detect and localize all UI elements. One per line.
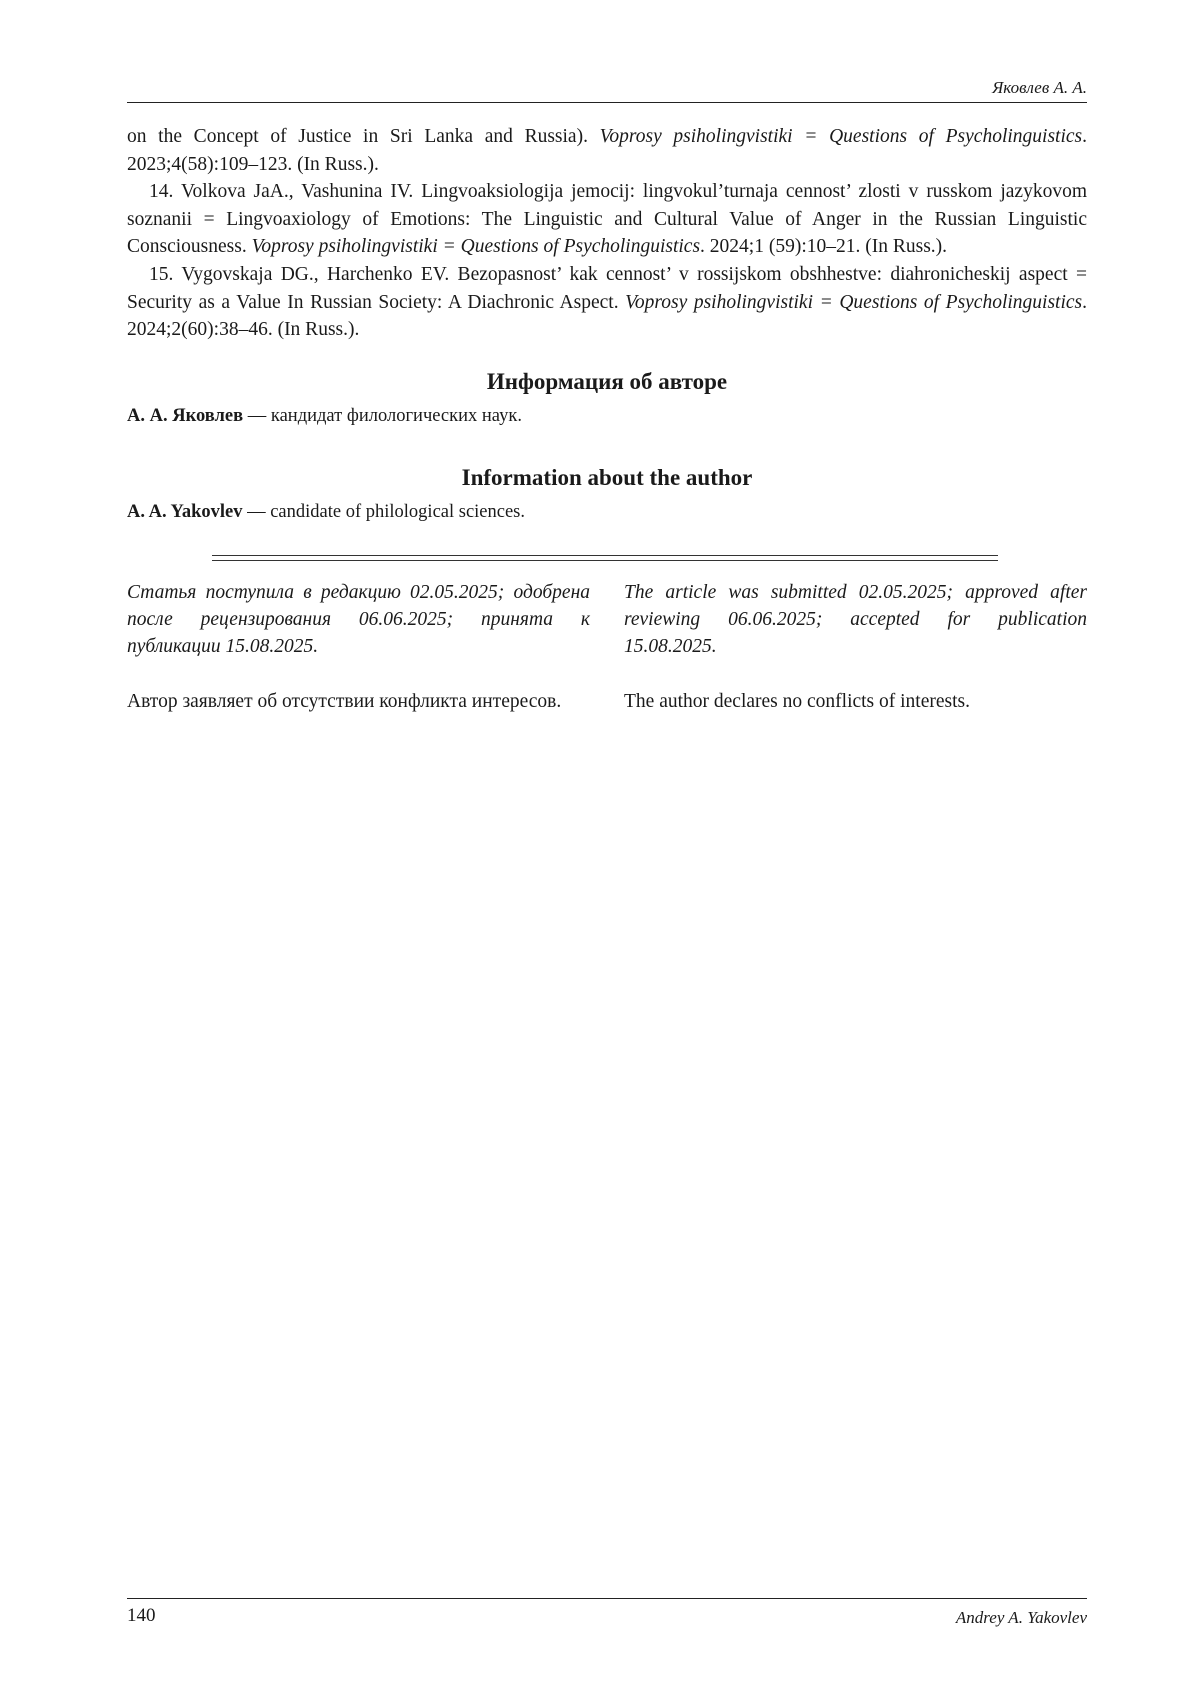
author-name-en: A. A. Yakovlev [127,502,243,522]
author-info-heading-ru: Информация об авторе [486,369,728,394]
reference-continuation [127,123,1087,178]
reference-text: . 2024;2(60):38–46. (In Russ.). [127,291,1088,341]
reference-text: 15. Vygovskaja DG., Harchenko EV. Bezopasnost’ kak cennost’ v rossijskom obshhestve: diahronicheskij aspect = Security as a Value In Russian Society: A Diachronic Aspect. [127,263,1087,313]
header-rule [127,102,1087,103]
article-dates-en: The article was submitted 02.05.2025; approved after reviewing 06.06.2025; accepted for publication 15.08.2025. [624,582,1087,657]
reference-text: 14. Volkova JaA., Vashunina IV. Lingvoaksiologija jemocij: lingvokul’turnaja cennost’ zlosti v russkom jazykovom soznanii = Lingvoaxiology of Emotions: The Linguistic and Cultural Value of Anger in the Russian Linguistic Consciousness. [127,181,1087,258]
running-head: Яковлев А. А. [992,78,1087,97]
conflict-statement-ru: Автор заявляет об отсутствии конфликта интересов. [127,691,562,712]
journal-title: Voprosy psiholingvistiki = Questions of Psycholinguistics [625,291,1083,313]
author-info-heading-en: Information about the author [461,465,753,490]
journal-title: Voprosy psiholingvistiki = Questions of Psycholinguistics [251,236,701,258]
author-name-ru: А. А. Яковлев [127,406,244,426]
reference-15 [127,261,1087,344]
section-divider [212,555,998,561]
page-number: 140 [127,1605,156,1626]
author-degree-en: — candidate of philological sciences. [242,502,526,522]
author-degree-ru: — кандидат филологических наук. [243,406,522,426]
author-info-ru [127,406,1087,427]
reference-14 [127,178,1087,261]
reference-text: . 2024;1 (59):10–21. (In Russ.). [700,236,948,258]
footer-author: Andrey A. Yakovlev [955,1608,1087,1627]
reference-text: . 2023;4(58):109–123. (In Russ.). [127,126,1087,175]
reference-list [127,123,1087,344]
conflict-statement-en: The author declares no conflicts of interests. [624,691,971,712]
journal-title: Voprosy psiholingvistiki = Questions of Psycholinguistics [599,126,1083,147]
footer-rule [127,1598,1087,1599]
author-info-en [127,502,1087,523]
reference-text: on the Concept of Justice in Sri Lanka and Russia). [127,126,600,147]
article-dates-ru: Статья поступила в редакцию 02.05.2025; одобрена после рецензирования 06.06.2025; принята к публикации 15.08.2025. [127,582,590,657]
